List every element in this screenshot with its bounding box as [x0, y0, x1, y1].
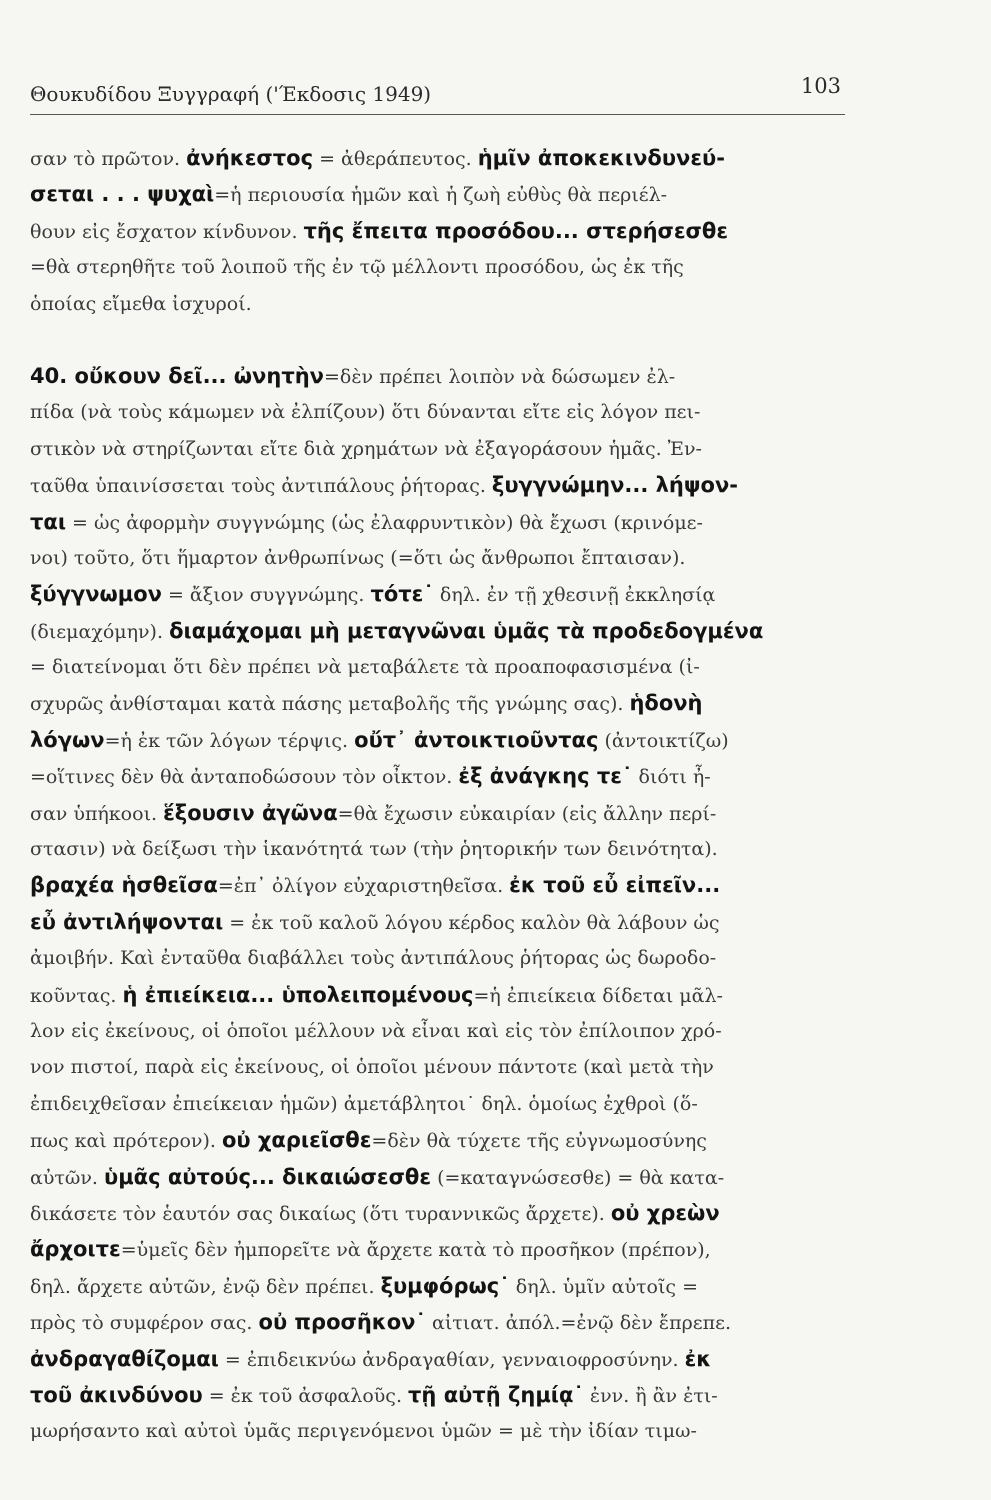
- commentary-text: [30, 140, 842, 1450]
- gloss-text: δηλ. ἄρχετε αὐτῶν, ἐνῷ δὲν πρέπει.: [30, 1275, 381, 1298]
- gloss-text: διότι ἦ-: [632, 766, 711, 789]
- text-line: [30, 613, 842, 649]
- gloss-text: =δὲν πρέπει λοιπὸν νὰ δώσωμεν ἐλ-: [323, 365, 676, 388]
- gloss-text: νον πιστοί, παρὰ εἰς ἐκείνους, οἱ ὁποῖοι μένουν πάντοτε (καὶ μετὰ τὴν: [30, 1056, 714, 1079]
- text-line: [30, 540, 842, 576]
- lemma-term: οὐ χαριεῖσθε: [221, 1128, 372, 1153]
- gloss-text: =θὰ ἔχωσιν εὐκαιρίαν (εἰς ἄλλην περί-: [337, 802, 717, 825]
- gloss-text: =ἐπ᾽ ὀλίγον εὐχαριστηθεῖσα.: [217, 875, 510, 898]
- text-line: [30, 904, 842, 940]
- lemma-term: ἀνήκεστος: [186, 146, 314, 170]
- text-line: [30, 1231, 842, 1267]
- text-line: [30, 576, 842, 612]
- lemma-term: ἄρχοιτε: [30, 1237, 121, 1262]
- text-line: [30, 213, 842, 249]
- text-line: [30, 1122, 842, 1158]
- text-line: [30, 1341, 842, 1377]
- lemma-term: λόγων: [30, 727, 105, 752]
- gloss-text: θουν εἰς ἔσχατον κίνδυνον.: [30, 220, 304, 243]
- text-line: [30, 504, 842, 540]
- text-line: [30, 176, 842, 212]
- lemma-term: ἡ ἐπιείκεια... ὑπολειπομένους: [122, 982, 474, 1007]
- text-line: [30, 286, 842, 322]
- text-line: [30, 249, 842, 285]
- lemma-term: οὔτ᾽ ἀντοικτιοῦντας: [354, 727, 599, 752]
- gloss-text: πρὸς τὸ συμφέρον σας.: [30, 1312, 259, 1335]
- lemma-term: ἐκ τοῦ εὖ εἰπεῖν...: [509, 873, 721, 898]
- lemma-term: ξύγγνωμον: [30, 582, 162, 607]
- gloss-text: =θὰ στερηθῆτε τοῦ λοιποῦ τῆς ἐν τῷ μέλλοντι προσόδου, ὡς ἐκ τῆς: [30, 256, 684, 279]
- text-line: [30, 831, 842, 867]
- lemma-term: βραχέα ἡσθεῖσα: [30, 873, 218, 898]
- gloss-text: (διεμαχόμην).: [30, 620, 170, 643]
- lemma-term: ἐκ: [684, 1346, 712, 1371]
- lemma-term: οὐ χρεὼν: [610, 1200, 720, 1225]
- text-line: [30, 394, 842, 430]
- text-line: [30, 1268, 842, 1304]
- gloss-text: = ἐπιδεικνύω ἀνδραγαθίαν, γενναιοφροσύνην.: [218, 1348, 685, 1371]
- lemma-term: εὖ ἀντιλήψονται: [30, 909, 224, 934]
- paragraph-gap: [30, 322, 842, 358]
- running-head-title: Θουκυδίδου Ξυγγραφή ('Έκδοσις 1949): [30, 82, 432, 106]
- gloss-text: ταῦθα ὑπαινίσσεται τοὺς ἀντιπάλους ῥήτορας.: [30, 475, 492, 498]
- gloss-text: =οἵτινες δὲν θὰ ἀνταποδώσουν τὸν οἶκτον.: [30, 766, 459, 789]
- lemma-term: ἡμῖν ἀποκεκινδυνεύ-: [477, 146, 725, 170]
- gloss-text: πίδα (νὰ τοὺς κάμωμεν νὰ ἐλπίζουν) ὅτι δύνανται εἴτε εἰς λόγον πει-: [30, 401, 701, 424]
- header-rule: [30, 114, 845, 115]
- text-line: [30, 940, 842, 976]
- gloss-text: =ἡ ἐπιείκεια δίδεται μᾶλ-: [473, 984, 723, 1007]
- gloss-text: πως καὶ πρότερον).: [30, 1130, 222, 1153]
- gloss-text: = ἐκ τοῦ ἀσφαλοῦς.: [202, 1384, 409, 1407]
- gloss-text: = ἐκ τοῦ καλοῦ λόγου κέρδος καλὸν θὰ λάβουν ὡς: [223, 911, 720, 934]
- lemma-term: τότε˙: [370, 582, 434, 607]
- gloss-text: ἐπιδειχθεῖσαν ἐπιείκειαν ἡμῶν) ἀμετάβλητοι˙ δηλ. ὁμοίως ἐχθροὶ (ὅ-: [30, 1092, 698, 1115]
- gloss-text: στασιν) νὰ δείξωσι τὴν ἱκανότητά των (τὴν ῥητορικήν των δεινότητα).: [30, 838, 718, 861]
- text-line: [30, 1049, 842, 1085]
- gloss-text: δικάσετε τὸν ἑαυτόν σας δικαίως (ὅτι τυραννικῶς ἄρχετε).: [30, 1202, 611, 1225]
- lemma-term: σεται . . . ψυχαὶ: [30, 182, 215, 207]
- text-line: [30, 1086, 842, 1122]
- gloss-text: λον εἰς ἐκείνους, οἱ ὁποῖοι μέλλουν νὰ εἶναι καὶ εἰς τὸν ἐπίλοιπον χρό-: [30, 1019, 722, 1042]
- text-line: [30, 1377, 842, 1413]
- gloss-text: =ὑμεῖς δὲν ἠμπορεῖτε νὰ ἄρχετε κατὰ τὸ προσῆκον (πρέπον),: [120, 1239, 711, 1262]
- text-line: [30, 1304, 842, 1340]
- text-line: [30, 467, 842, 503]
- gloss-text: (ἀντοικτίζω): [598, 729, 729, 752]
- text-line: [30, 649, 842, 685]
- lemma-term: ἀνδραγαθίζομαι: [30, 1346, 219, 1371]
- text-line: [30, 795, 842, 831]
- text-line: [30, 685, 842, 721]
- gloss-text: σαν ὑπήκοοι.: [30, 802, 164, 825]
- text-line: [30, 431, 842, 467]
- lemma-term: 40. οὔκουν δεῖ... ὠνητὴν: [30, 363, 324, 388]
- lemma-term: ἡδονὴ: [629, 691, 703, 716]
- lemma-term: τῆς ἔπειτα προσόδου... στερήσεσθε: [303, 218, 729, 243]
- text-line: [30, 358, 842, 394]
- gloss-text: νοι) τοῦτο, ὅτι ἥμαρτον ἀνθρωπίνως (=ὅτι ὡς ἄνθρωποι ἔπταισαν).: [30, 546, 686, 569]
- gloss-text: = ὡς ἀφορμὴν συγγνώμης (ὡς ἐλαφρυντικὸν) θὰ ἔχωσι (κρινόμε-: [66, 511, 703, 534]
- lemma-term: τῇ αὐτῇ ζημίᾳ˙: [408, 1382, 584, 1407]
- text-line: [30, 867, 842, 903]
- gloss-text: δηλ. ὑμῖν αὐτοῖς =: [509, 1275, 699, 1298]
- lemma-term: ὑμᾶς αὐτούς... δικαιώσεσθε: [104, 1164, 432, 1189]
- gloss-text: =δὲν θὰ τύχετε τῆς εὐγνωμοσύνης: [371, 1130, 707, 1153]
- gloss-text: κοῦντας.: [30, 984, 123, 1007]
- lemma-term: οὐ προσῆκον˙: [258, 1310, 426, 1335]
- lemma-term: ται: [30, 509, 67, 534]
- lemma-term: ἐξ ἀνάγκης τε˙: [458, 764, 633, 789]
- lemma-term: τοῦ ἀκινδύνου: [30, 1382, 203, 1407]
- gloss-text: στικὸν νὰ στηρίζωνται εἴτε διὰ χρημάτων νὰ ἐξαγοράσουν ἡμᾶς. Ἐν-: [30, 437, 702, 460]
- gloss-text: = διατείνομαι ὅτι δὲν πρέπει νὰ μεταβάλετε τὰ προαποφασισμένα (ἰ-: [30, 656, 700, 679]
- text-line: [30, 977, 842, 1013]
- page-number: 103: [800, 74, 841, 98]
- gloss-text: ἀμοιβήν. Καὶ ἐνταῦθα διαβάλλει τοὺς ἀντιπάλους ῥήτορας ὡς δωροδο-: [30, 947, 717, 970]
- lemma-term: ξυγγνώμην... λήψον-: [491, 473, 738, 498]
- text-line: [30, 1013, 842, 1049]
- gloss-text: μωρήσαντο καὶ αὐτοὶ ὑμᾶς περιγενόμενοι ὑμῶν = μὲ τὴν ἰδίαν τιμω-: [30, 1420, 697, 1443]
- lemma-term: ἕξουσιν ἀγῶνα: [163, 800, 338, 825]
- gloss-text: σαν τὸ πρῶτον.: [30, 148, 187, 170]
- gloss-text: σχυρῶς ἀνθίσταμαι κατὰ πάσης μεταβολῆς τῆς γνώμης σας).: [30, 693, 630, 716]
- gloss-text: = ἄξιον συγγνώμης.: [161, 584, 371, 607]
- gloss-text: αἰτιατ. ἀπόλ.=ἐνῷ δὲν ἔπρεπε.: [425, 1312, 731, 1335]
- text-line: [30, 758, 842, 794]
- gloss-text: αὐτῶν.: [30, 1166, 105, 1189]
- lemma-term: διαμάχομαι μὴ μεταγνῶναι ὑμᾶς τὰ προδεδογμένα: [169, 618, 764, 643]
- lemma-term: ξυμφόρως˙: [380, 1273, 510, 1298]
- text-line: [30, 722, 842, 758]
- gloss-text: δηλ. ἐν τῇ χθεσινῇ ἐκκλησίᾳ: [433, 584, 716, 607]
- gloss-text: =ἡ ἐκ τῶν λόγων τέρψις.: [104, 729, 355, 752]
- gloss-text: ἐνν. ἢ ἂν ἐτι-: [583, 1384, 718, 1407]
- gloss-text: ὁποίας εἴμεθα ἰσχυροί.: [30, 292, 252, 315]
- text-line: [30, 1413, 842, 1449]
- gloss-text: (=καταγνώσεσθε) = θὰ κατα-: [431, 1166, 725, 1189]
- gloss-text: = ἀθεράπευτος.: [313, 148, 478, 170]
- text-line: [30, 1159, 842, 1195]
- gloss-text: =ἡ περιουσία ἡμῶν καὶ ἡ ζωὴ εὐθὺς θὰ περιέλ-: [214, 184, 668, 207]
- text-line: [30, 1195, 842, 1231]
- text-line: [30, 140, 842, 176]
